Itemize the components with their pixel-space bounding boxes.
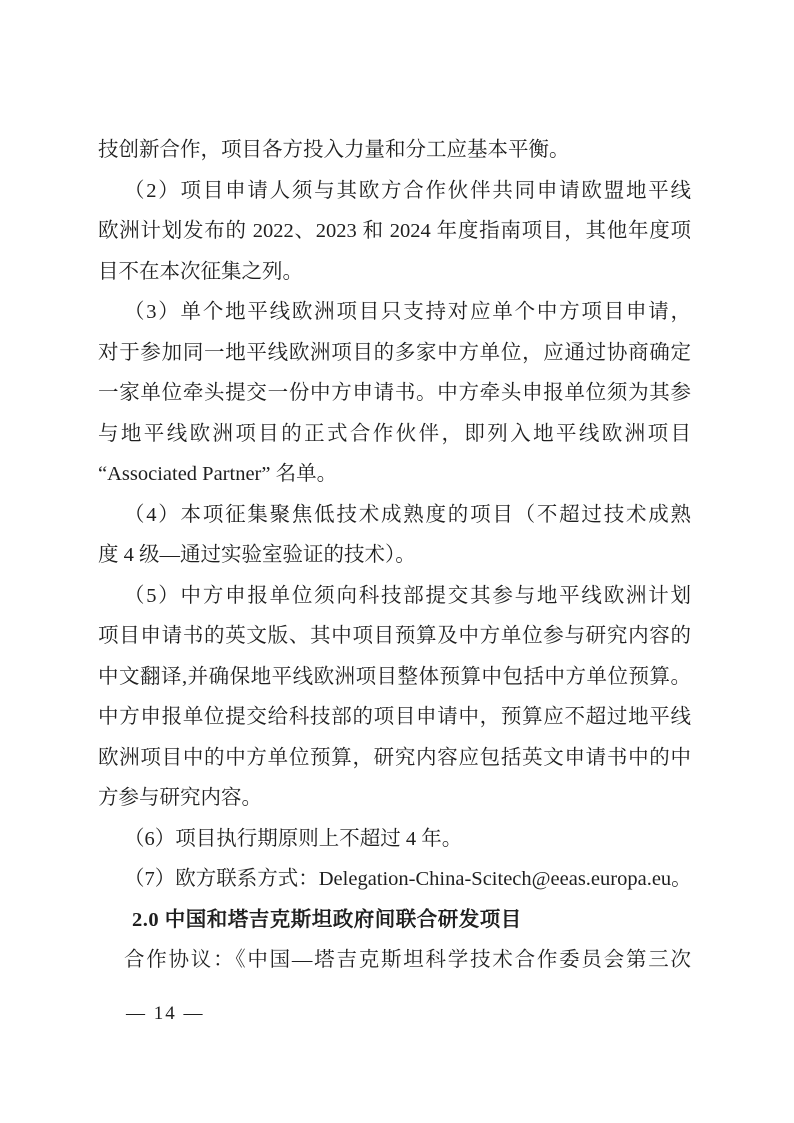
document-body [98, 130, 691, 981]
text-line: 项目申请书的英文版、其中项目预算及中方单位参与研究内容的 [98, 625, 691, 647]
text-line: （5）中方申报单位须向科技部提交其参与地平线欧洲计划 [124, 584, 691, 607]
text-line: 目不在本次征集之列。 [98, 260, 303, 283]
text-line: （3）单个地平线欧洲项目只支持对应单个中方项目申请， [124, 301, 691, 323]
text-line: “Associated Partner” 名单。 [98, 463, 338, 485]
text-line: 方参与研究内容。 [98, 787, 262, 809]
text-line: 合作协议：《中国—塔吉克斯坦科学技术合作委员会第三次 [124, 949, 691, 971]
text-line: 中文翻译,并确保地平线欧洲项目整体预算中包括中方单位预算。 [98, 665, 691, 688]
text-line: 中方申报单位提交给科技部的项目申请中，预算应不超过地平线 [98, 706, 691, 728]
text-line: （2）项目申请人须与其欧方合作伙伴共同申请欧盟地平线 [124, 179, 691, 202]
text-line: （6）项目执行期原则上不超过 4 年。 [124, 827, 463, 850]
section-heading: 2.0 中国和塔吉克斯坦政府间联合研发项目 [132, 908, 522, 931]
text-line: 与地平线欧洲项目的正式合作伙伴，即列入地平线欧洲项目 [98, 422, 691, 445]
text-line: 一家单位牵头提交一份中方申请书。中方牵头申报单位须为其参 [98, 382, 691, 404]
text-line: （4）本项征集聚焦低技术成熟度的项目（不超过技术成熟 [124, 503, 691, 526]
text-line: 度 4 级—通过实验室验证的技术）。 [98, 544, 416, 566]
text-line: 技创新合作，项目各方投入力量和分工应基本平衡。 [98, 139, 570, 161]
page-number: — 14 — [126, 1003, 205, 1024]
text-line: 欧洲项目中的中方单位预算，研究内容应包括英文申请书中的中 [98, 746, 691, 769]
text-line: 欧洲计划发布的 2022、2023 和 2024 年度指南项目，其他年度项 [98, 220, 691, 242]
text-line: （7）欧方联系方式：Delegation-China-Scitech@eeas.europa.eu。 [124, 868, 692, 890]
text-line: 对于参加同一地平线欧洲项目的多家中方单位，应通过协商确定 [98, 341, 691, 364]
